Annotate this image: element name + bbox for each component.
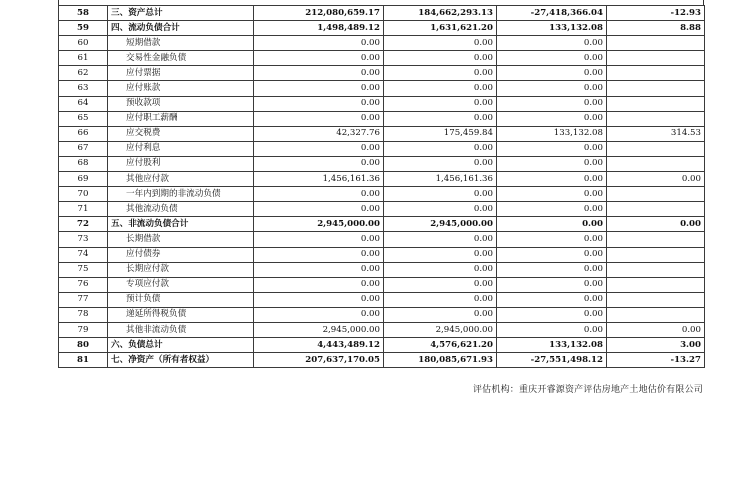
table-row: [59, 156, 705, 171]
appraised-value: 175,459.84: [384, 126, 497, 141]
row-number: 59: [59, 21, 108, 36]
increase-amount: 0.00: [497, 187, 607, 202]
appraised-value: 0.00: [384, 202, 497, 217]
row-item: 长期借款: [108, 232, 254, 247]
increase-amount: 0.00: [497, 66, 607, 81]
increase-amount: 0.00: [497, 111, 607, 126]
book-value: 212,080,659.17: [254, 6, 384, 21]
appraised-value: 0.00: [384, 307, 497, 322]
increase-amount: 0.00: [497, 96, 607, 111]
row-number: 65: [59, 111, 108, 126]
table-row: [59, 126, 705, 141]
book-value: 0.00: [254, 247, 384, 262]
table-row: [59, 96, 705, 111]
increase-amount: 0.00: [497, 172, 607, 187]
book-value: 1,456,161.36: [254, 172, 384, 187]
appraised-value: 0.00: [384, 187, 497, 202]
increase-amount: 0.00: [497, 262, 607, 277]
book-value: 42,327.76: [254, 126, 384, 141]
increase-amount: 0.00: [497, 292, 607, 307]
appraised-value: 0.00: [384, 262, 497, 277]
table-row: [59, 277, 705, 292]
row-item: 应交税费: [108, 126, 254, 141]
increase-rate: [607, 141, 705, 156]
appraised-value: 0.00: [384, 66, 497, 81]
row-item: 应付股利: [108, 156, 254, 171]
appraised-value: 0.00: [384, 292, 497, 307]
appraised-value: 2,945,000.00: [384, 322, 497, 337]
table-row: [59, 322, 705, 337]
table-row: [59, 187, 705, 202]
table-row: [59, 51, 705, 66]
table-body: [59, 6, 705, 368]
appraised-value: 0.00: [384, 36, 497, 51]
book-value: 0.00: [254, 96, 384, 111]
liabilities-table: [58, 5, 705, 368]
table-row: [59, 81, 705, 96]
row-number: 67: [59, 141, 108, 156]
book-value: 2,945,000.00: [254, 322, 384, 337]
increase-amount: 0.00: [497, 36, 607, 51]
increase-rate: [607, 262, 705, 277]
increase-amount: 133,132.08: [497, 21, 607, 36]
row-number: 79: [59, 322, 108, 337]
book-value: 0.00: [254, 141, 384, 156]
increase-rate: 314.53: [607, 126, 705, 141]
row-item: 三、资产总计: [108, 6, 254, 21]
table-row: [59, 202, 705, 217]
table-row: [59, 172, 705, 187]
row-number: 68: [59, 156, 108, 171]
increase-amount: 0.00: [497, 81, 607, 96]
row-number: 69: [59, 172, 108, 187]
appraised-value: 4,576,621.20: [384, 338, 497, 353]
increase-rate: [607, 81, 705, 96]
increase-rate: [607, 232, 705, 247]
row-item: 其他流动负债: [108, 202, 254, 217]
row-number: 70: [59, 187, 108, 202]
table-row: [59, 66, 705, 81]
increase-amount: 0.00: [497, 217, 607, 232]
row-number: 78: [59, 307, 108, 322]
table-row: [59, 262, 705, 277]
increase-rate: -13.27: [607, 353, 705, 368]
increase-amount: 0.00: [497, 141, 607, 156]
book-value: 0.00: [254, 187, 384, 202]
row-item: 六、负债总计: [108, 338, 254, 353]
increase-rate: [607, 307, 705, 322]
increase-amount: 0.00: [497, 247, 607, 262]
increase-amount: 133,132.08: [497, 126, 607, 141]
increase-amount: 0.00: [497, 322, 607, 337]
appraised-value: 0.00: [384, 232, 497, 247]
row-item: 一年内到期的非流动负债: [108, 187, 254, 202]
row-number: 76: [59, 277, 108, 292]
book-value: 0.00: [254, 277, 384, 292]
row-item: 交易性金融负债: [108, 51, 254, 66]
increase-amount: -27,418,366.04: [497, 6, 607, 21]
row-item: 七、净资产（所有者权益）: [108, 353, 254, 368]
book-value: 0.00: [254, 262, 384, 277]
book-value: 2,945,000.00: [254, 217, 384, 232]
table-row: [59, 307, 705, 322]
increase-rate: [607, 202, 705, 217]
appraised-value: 0.00: [384, 51, 497, 66]
row-number: 80: [59, 338, 108, 353]
table-row: [59, 217, 705, 232]
book-value: 0.00: [254, 36, 384, 51]
row-item: 应付职工薪酬: [108, 111, 254, 126]
appraised-value: 180,085,671.93: [384, 353, 497, 368]
table-row: [59, 141, 705, 156]
appraised-value: 1,631,621.20: [384, 21, 497, 36]
increase-rate: 3.00: [607, 338, 705, 353]
row-number: 58: [59, 6, 108, 21]
book-value: 0.00: [254, 51, 384, 66]
row-item: 短期借款: [108, 36, 254, 51]
book-value: 0.00: [254, 307, 384, 322]
increase-rate: [607, 277, 705, 292]
appraiser-footer: 评估机构：重庆开睿源资产评估房地产土地估价有限公司: [472, 385, 703, 395]
row-item: 四、流动负债合计: [108, 21, 254, 36]
book-value: 0.00: [254, 66, 384, 81]
increase-amount: 0.00: [497, 202, 607, 217]
increase-rate: [607, 292, 705, 307]
row-number: 72: [59, 217, 108, 232]
row-number: 77: [59, 292, 108, 307]
appraised-value: 0.00: [384, 277, 497, 292]
increase-rate: [607, 247, 705, 262]
table-row: [59, 292, 705, 307]
book-value: 4,443,489.12: [254, 338, 384, 353]
increase-rate: [607, 156, 705, 171]
table-row: [59, 36, 705, 51]
increase-rate: [607, 187, 705, 202]
appraised-value: 1,456,161.36: [384, 172, 497, 187]
appraised-value: 0.00: [384, 111, 497, 126]
row-number: 62: [59, 66, 108, 81]
appraised-value: 0.00: [384, 96, 497, 111]
increase-rate: [607, 111, 705, 126]
row-number: 60: [59, 36, 108, 51]
row-number: 75: [59, 262, 108, 277]
book-value: 1,498,489.12: [254, 21, 384, 36]
increase-rate: [607, 51, 705, 66]
increase-amount: 0.00: [497, 232, 607, 247]
increase-amount: 0.00: [497, 51, 607, 66]
row-item: 应付票据: [108, 66, 254, 81]
table-row: [59, 353, 705, 368]
increase-amount: -27,551,498.12: [497, 353, 607, 368]
row-item: 其他应付款: [108, 172, 254, 187]
increase-rate: 0.00: [607, 172, 705, 187]
row-item: 应付债券: [108, 247, 254, 262]
appraised-value: 2,945,000.00: [384, 217, 497, 232]
row-item: 应付利息: [108, 141, 254, 156]
table-row: [59, 21, 705, 36]
row-number: 81: [59, 353, 108, 368]
increase-rate: 0.00: [607, 217, 705, 232]
row-number: 61: [59, 51, 108, 66]
increase-rate: 0.00: [607, 322, 705, 337]
row-item: 预收款项: [108, 96, 254, 111]
table-row: [59, 232, 705, 247]
table-row: [59, 247, 705, 262]
row-number: 66: [59, 126, 108, 141]
appraised-value: 0.00: [384, 81, 497, 96]
row-item: 递延所得税负债: [108, 307, 254, 322]
book-value: 0.00: [254, 111, 384, 126]
row-number: 74: [59, 247, 108, 262]
table-row: [59, 111, 705, 126]
increase-amount: 0.00: [497, 307, 607, 322]
increase-amount: 0.00: [497, 277, 607, 292]
increase-rate: [607, 96, 705, 111]
row-number: 71: [59, 202, 108, 217]
increase-rate: 8.88: [607, 21, 705, 36]
increase-rate: [607, 66, 705, 81]
row-number: 73: [59, 232, 108, 247]
appraised-value: 184,662,293.13: [384, 6, 497, 21]
row-item: 应付账款: [108, 81, 254, 96]
appraised-value: 0.00: [384, 156, 497, 171]
row-item: 专项应付款: [108, 277, 254, 292]
table-row: [59, 338, 705, 353]
row-item: 预计负债: [108, 292, 254, 307]
book-value: 207,637,170.05: [254, 353, 384, 368]
row-number: 64: [59, 96, 108, 111]
row-number: 63: [59, 81, 108, 96]
book-value: 0.00: [254, 232, 384, 247]
balance-sheet: [58, 0, 704, 368]
book-value: 0.00: [254, 292, 384, 307]
increase-amount: 0.00: [497, 156, 607, 171]
row-item: 长期应付款: [108, 262, 254, 277]
book-value: 0.00: [254, 202, 384, 217]
book-value: 0.00: [254, 81, 384, 96]
increase-rate: [607, 36, 705, 51]
row-item: 五、非流动负债合计: [108, 217, 254, 232]
appraised-value: 0.00: [384, 141, 497, 156]
row-item: 其他非流动负债: [108, 322, 254, 337]
book-value: 0.00: [254, 156, 384, 171]
table-row: [59, 6, 705, 21]
appraised-value: 0.00: [384, 247, 497, 262]
increase-rate: -12.93: [607, 6, 705, 21]
increase-amount: 133,132.08: [497, 338, 607, 353]
